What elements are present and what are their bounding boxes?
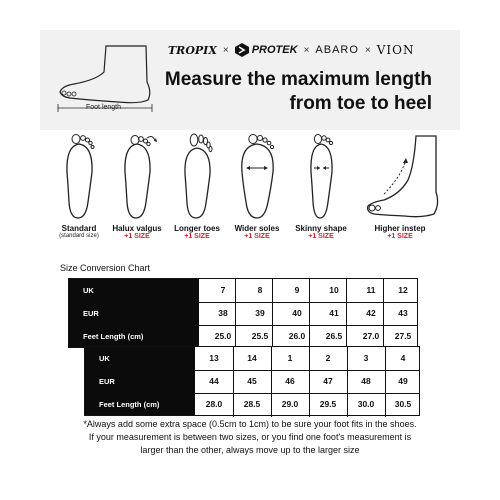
table-cell: 30.0: [357, 399, 375, 409]
table-cell: 47: [323, 376, 333, 386]
condition-label: Standard: [61, 224, 97, 233]
heading-line-1: Measure the maximum length: [164, 69, 432, 90]
table-cell: 11: [366, 285, 376, 295]
condition-size-adjust: +1 SIZE: [124, 233, 150, 240]
brand-logo-protek: [235, 43, 298, 57]
row-label-eur: EUR: [83, 309, 99, 318]
table-cell: 29.0: [281, 399, 299, 409]
brand-separator: ×: [303, 44, 310, 56]
table-cell: 25.0: [214, 331, 232, 341]
condition-longer-toes: [166, 132, 228, 240]
table-cell: 43: [398, 308, 408, 318]
table-cell: 8: [257, 285, 263, 295]
foot-side-icon: [362, 132, 442, 222]
brand-separator: ×: [222, 44, 229, 56]
condition-sublabel: (standard size): [59, 233, 99, 239]
table-cell: 14: [247, 353, 257, 363]
table-cell: 29.5: [319, 399, 337, 409]
foot-sole-icon: [301, 132, 341, 222]
table-cell: 26.5: [325, 331, 343, 341]
table-cell: 30.5: [394, 399, 412, 409]
table-cell: 40: [292, 308, 302, 318]
table-cell: 27.5: [394, 331, 412, 341]
foot-sole-icon: [59, 132, 99, 222]
table-cell: 10: [329, 285, 339, 295]
condition-label: Skinny shape: [295, 224, 347, 233]
size-table-2: [84, 346, 420, 416]
table-divider: [347, 347, 348, 417]
condition-standard: [48, 132, 110, 239]
heading-line-2: from toe to heel: [289, 93, 432, 114]
condition-size-adjust: +1 SIZE: [184, 233, 210, 240]
table-divider: [233, 347, 234, 417]
table-cell: 38: [218, 308, 228, 318]
condition-label: Wider soles: [234, 224, 280, 233]
brand-logo-vion: VION: [376, 43, 415, 57]
table-cell: 42: [366, 308, 376, 318]
table-cell: 46: [285, 376, 295, 386]
table-divider: [385, 347, 386, 417]
table-cell: 28.5: [243, 399, 261, 409]
table-cell: 13: [209, 353, 219, 363]
table-cell: 26.0: [288, 331, 306, 341]
condition-halux-valgus: [106, 132, 168, 240]
condition-wider-soles: [226, 132, 288, 240]
foot-sole-icon: [177, 132, 217, 222]
condition-label: Halux valgus: [112, 224, 162, 233]
footnote-line-1: *Always add some extra space (0.5cm to 1cm) to be sure your foot fits in the shoes.: [83, 419, 417, 429]
table-divider: [271, 347, 272, 417]
row-label-uk: UK: [99, 354, 110, 363]
table-cell: 12: [398, 285, 408, 295]
row-label-eur: EUR: [99, 377, 115, 386]
table-cell: 48: [361, 376, 371, 386]
table-cell: 49: [398, 376, 408, 386]
footnote-line-2: If your measurement is between two sizes, or you find one foot's measurement is: [88, 432, 412, 442]
row-label-feet-length: Feet Length (cm): [99, 400, 160, 409]
foot-sole-icon: [235, 132, 279, 222]
condition-size-adjust: +1 SIZE: [387, 233, 413, 240]
table-cell: 1: [287, 353, 293, 363]
table-cell: 44: [209, 376, 219, 386]
table-divider: [309, 347, 310, 417]
row-label-feet-length: Feet Length (cm): [83, 332, 144, 341]
size-table-1: [68, 278, 418, 348]
table-cell: 3: [363, 353, 369, 363]
condition-higher-instep: [362, 132, 438, 240]
brand-protek-text: PROTEK: [251, 44, 298, 56]
table-divider: [199, 302, 417, 303]
table-cell: 27.0: [362, 331, 380, 341]
table-cell: 39: [255, 308, 265, 318]
foot-length-label: Foot length: [86, 104, 122, 111]
table-divider: [199, 325, 417, 326]
condition-label: Longer toes: [174, 224, 220, 233]
size-chart-title: Size Conversion Chart: [60, 263, 151, 273]
table-cell: 9: [294, 285, 300, 295]
brand-logo-abaro: ABARO: [315, 44, 359, 56]
table-cell: 7: [220, 285, 226, 295]
table-cell: 4: [400, 353, 406, 363]
footnote-line-3: larger than the other, always move up to the larger size: [140, 445, 360, 455]
brand-row: [168, 40, 458, 60]
condition-label: Higher instep: [374, 224, 426, 233]
table-cell: 25.5: [251, 331, 269, 341]
protek-emblem-icon: [235, 43, 249, 57]
table-cell: 28.0: [205, 399, 223, 409]
sizing-footnote: [30, 418, 470, 457]
brand-separator: ×: [364, 44, 371, 56]
foot-sole-icon: [117, 132, 157, 222]
table-cell: 45: [247, 376, 257, 386]
condition-size-adjust: +1 SIZE: [244, 233, 270, 240]
condition-size-adjust: +1 SIZE: [308, 233, 334, 240]
table-cell: 41: [329, 308, 339, 318]
table-cell: 2: [325, 353, 331, 363]
brand-logo-tropix: TROPIX: [168, 43, 217, 57]
row-label-uk: UK: [83, 286, 94, 295]
condition-skinny-shape: [290, 132, 352, 240]
